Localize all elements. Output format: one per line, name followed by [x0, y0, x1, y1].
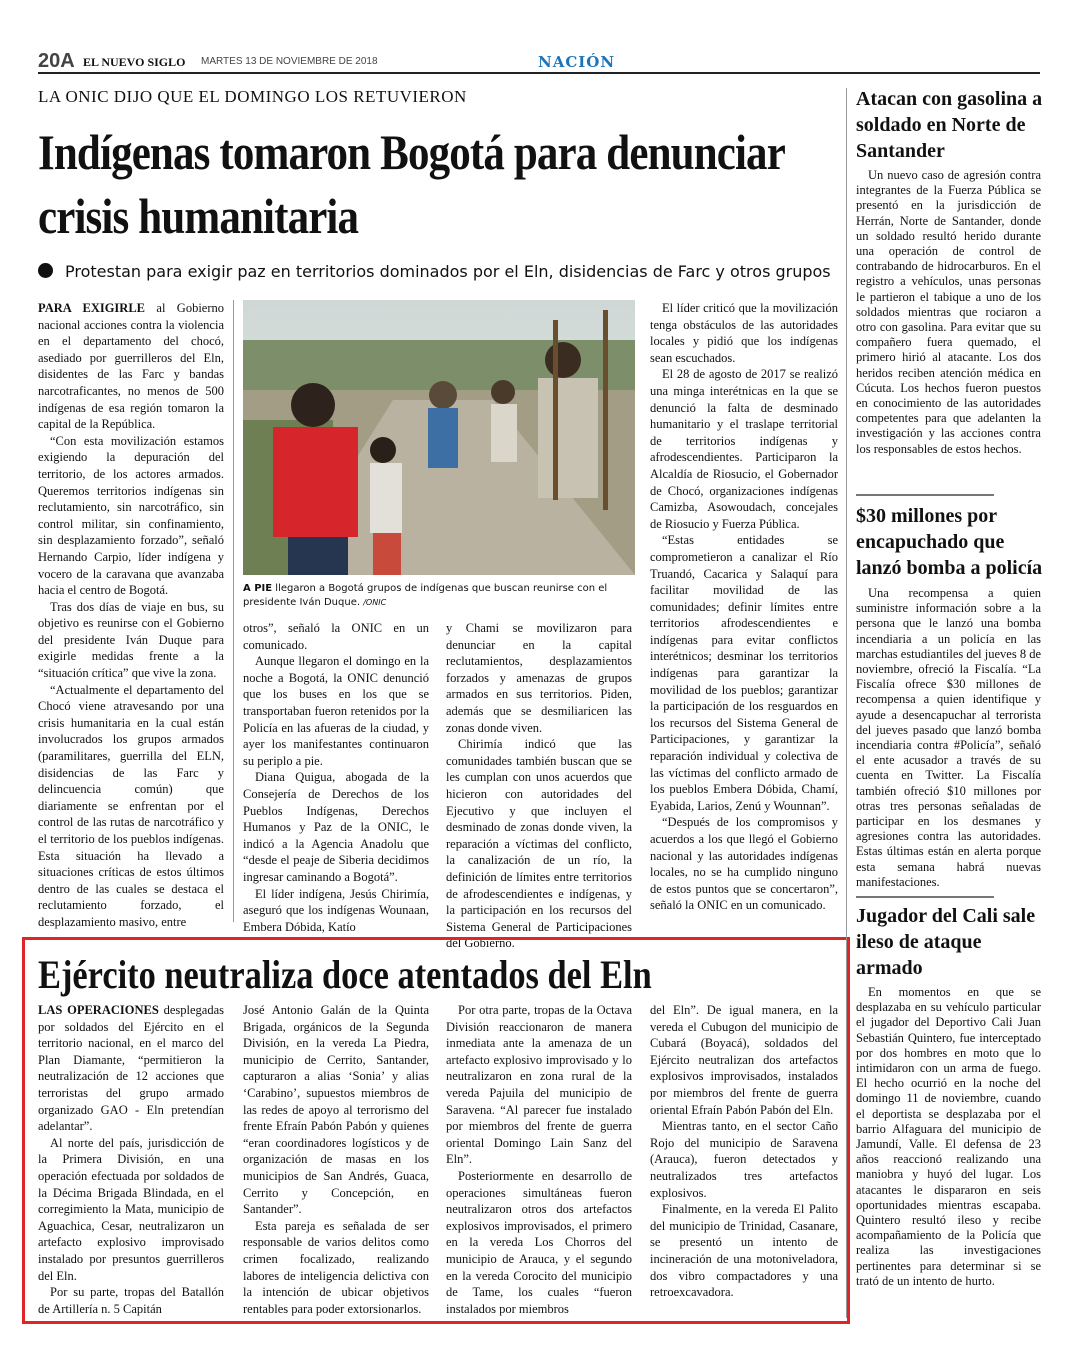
caption-text: llegaron a Bogotá grupos de indígenas que buscan reunirse con el presidente Iván Duque.: [243, 583, 608, 608]
sidebar-headline-1[interactable]: Atacan con gasolina a soldado en Norte de Santander: [856, 88, 1043, 162]
lead-in: PARA EXIGIRLE: [38, 301, 145, 315]
sidebar-headline-2[interactable]: $30 millones por encapuchado que lanzó bomba a policía: [856, 505, 1043, 579]
main-headline[interactable]: Indígenas tomaron Bogotá para denunciar crisis humanitaria: [38, 124, 785, 244]
page-header: [38, 50, 1040, 74]
paragraph: Aunque llegaron el domingo en la noche a Bogotá, la ONIC denunció que los buses en los que se transportaban fueron retenidos por la Policía en las afueras de la ciudad, y ayer los manifestantes continuaron su periplo a pie.: [243, 654, 429, 768]
paragraph: desplegadas por soldados del Ejército en el territorio nacional, en el marco del Plan Diamante, “permitieron la neutralización de 12 acciones que terroristas del grupo armado organizado GAO - Eln pretendían adelantar”.: [38, 1003, 224, 1134]
story2-col-1: [38, 1002, 224, 1317]
paragraph: Un nuevo caso de agresión contra integrantes de la Fuerza Pública se presentó en la jurisdicción de Herrán, Norte de Santander, donde un soldado resultó herido durante una operación de control de contrabando de hidrocarburos. En el registro a vehículos, unas personas le partieron el tabique a uno de los soldados mientras que rociaron a otro con gasolina. Para evitar que su compañero fuera quemado, el primero hirió al atacante. Los dos heridos reciben atención médica en Cúcuta. Los hechos fueron puestos en conocimiento de las autoridades competentes para que adelanten la investigación y las acciones contra los responsables de estos hechos.: [856, 168, 1041, 456]
photo-caption: [243, 582, 635, 610]
caption-lead: A PIE: [243, 583, 273, 594]
story2-col-2: [243, 1002, 429, 1317]
section-name: NACIÓN: [538, 53, 616, 71]
paragraph: al Gobierno nacional acciones contra la violencia en el departamento del chocó, asediado por guerrilleros del Eln, disidentes de las Farc y bandas narcotraficantes, no menos de 500 indígenas de esa región tomaron la capital de la República.: [38, 301, 225, 432]
paragraph: “Actualmente el departamento del Chocó viene atravesando por una crisis humanitaria en la cual están involucrados los grupos armados (paramilitares, guerrilla del ELN, disidencias de las Farc y delincuencia común) que diariamente se enfrentan por el control de las rutas de narcotráfico y el territorio de los pueblos indígenas. Esta situación ha llevado a situaciones críticas de estos últimos dentro de las cuales se destaca el reclutamiento forzado, el desplazamiento masivo, entre: [38, 682, 224, 929]
story2-col-3: [446, 1002, 632, 1317]
main-col-1: [38, 300, 224, 931]
issue-date: MARTES 13 DE NOVIEMBRE DE 2018: [201, 56, 378, 67]
main-col-4: [650, 300, 838, 914]
paragraph: Mientras tanto, en el sector Caño Rojo del municipio de Saravena (Arauca), fueron detectados y neutralizados tres artefactos explosivos.: [650, 1119, 838, 1200]
paragraph: Por otra parte, tropas de la Octava División reaccionaron de manera inmediata ante la amenaza de un artefacto explosivo improvisado y lo neutralizaron en zona rural de la vereda Pajuila del municipio de Saravena. “Al parecer fue instalado por miembros del frente de guerra oriental Domingo Lain Sanz del Eln”.: [446, 1003, 632, 1167]
sidebar-story-1: [856, 168, 1041, 457]
paragraph: Tras dos días de viaje en bus, su objetivo es reunirse con el Gobierno del presidente Iván Duque para exigirle medidas frente a la “situación crítica” que vive la zona.: [38, 599, 224, 681]
paragraph: Chirimía indicó que las comunidades también buscan que se les cumplan con unos acuerdos que hicieron con autoridades del Ejecutivo y que incluyen el desminado de zonas donde viven, la reparación a víctimas del conflicto, la canalización de un río, la definición de límites entre territorios de afrodescendientes e indígenas, y la participación en los recursos del Sistema General de Participaciones del Gobierno.: [446, 737, 632, 951]
news-photo[interactable]: [243, 300, 635, 575]
subhead-text: Protestan para exigir paz en territorios dominados por el Eln, disidencias de Farc y otros grupos: [65, 262, 831, 281]
paragraph: Al norte del país, jurisdicción de la Primera División, en una operación efectuada por soldados de la Décima Brigada Blindada, en el corregimiento la Mata, municipio de Aguachica, Cesar, neutralizaron un artefacto explosivo improvisado instalado por presuntos guerrilleros del Eln.: [38, 1135, 224, 1283]
sidebar-story-2: [856, 586, 1041, 890]
sidebar-divider: [846, 88, 847, 1318]
sidebar-headline-3[interactable]: Jugador del Cali sale ileso de ataque armado: [856, 905, 1036, 979]
main-subhead: [38, 262, 838, 281]
main-kicker: LA ONIC DIJO QUE EL DOMINGO LOS RETUVIERON: [38, 87, 467, 106]
photo-credit: /ONIC: [363, 598, 387, 607]
paragraph: Diana Quigua, abogada de la Consejería de Derechos de los Pueblos Indígenas, Derechos Humanos y Paz de la ONIC, le indicó a la Agencia Anadolu que “desde el peaje de Siberia decidimos ingresar caminando a Bogotá”.: [243, 770, 429, 884]
sidebar-rule: [856, 494, 994, 496]
paragraph: Finalmente, en la vereda El Palito del municipio de Trinidad, Casanare, se presentó un intento de incineración de una motoniveladora, dos vibro compactadores y una retroexcavadora.: [650, 1202, 838, 1300]
story2-headline[interactable]: Ejército neutraliza doce atentados del Eln: [38, 952, 652, 997]
paragraph: José Antonio Galán de la Quinta Brigada, orgánicos de la Segunda División, en la vereda La Piedra, municipio de Cerrito, Santander, capturaron a alias ‘Sonia’ y alias ‘Carabino’, supuestos miembros de las redes de apoyo al terrorismo del frente Efraín Pabón Pabón y quienes “eran coordinadores logísticos y de organización de masas en los municipios de San Andrés, Guaca, Cerrito y Concepción, en Santander”.: [243, 1003, 429, 1217]
newspaper-name: EL NUEVO SIGLO: [83, 55, 186, 69]
paragraph: Posteriormente en desarrollo de operaciones simultáneas fueron neutralizaron otros dos artefactos explosivos improvisados, el primero en la vereda Los Chorros del municipio de Arauca, y el segundo en la vereda Corocito del municipio de Tame, los cuales “fueron instalados por miembros: [446, 1168, 632, 1316]
protest-march-image: [243, 300, 635, 575]
main-col-3: [446, 620, 632, 952]
paragraph: “Con esta movilización estamos exigiendo la depuración del territorio, de los actores armados. Queremos territorios indígenas sin reclutamiento, sin narcotráfico, sin control militar, sin confinamiento, sin desplazamiento forzado”, señaló Hernando Carpio, líder indígena y vocero de la caravana que avanzaba hacia el centro de Bogotá.: [38, 433, 224, 598]
sidebar-story-3: [856, 985, 1041, 1289]
lead-in: LAS OPERACIONES: [38, 1003, 159, 1017]
paragraph: y Chami se movilizaron para denunciar en la capital reclutamientos, desplazamientos forzados y amenazas de grupos armados en sus territorios. Piden, además que se desmiliaricen las zonas donde viven.: [446, 621, 632, 735]
paragraph: El líder criticó que la movilización tenga obstáculos de las autoridades locales y pidió que los indígenas sean escuchados.: [650, 301, 838, 365]
paragraph: otros”, señaló la ONIC en un comunicado.: [243, 621, 429, 652]
sidebar-rule: [856, 896, 994, 898]
paragraph: Una recompensa a quien suministre información sobre a la persona que le lanzó una bomba incendiaria a un policía en las marchas estudiantiles del jueves 8 de noviembre, ofreció la Fiscalía. “La Fiscalía ofrece $30 millones de recompensa a quien identifique y ayude a desencapuchar al terrorista del jueves pasado que lanzó bomba incendiaria contra #Policía”, señaló el ente acusador a través de su cuenta en Twitter. La Fiscalía también ofreció $10 millones por otras tres personas señaladas de participar en los desmanes y agresiones contra las autoridades. Estas últimas están en alerta porque esta semana habrá nuevas manifestaciones.: [856, 586, 1042, 889]
paragraph: El líder indígena, Jesús Chirimía, aseguró que los indígenas Wounaan, Embera Dóbida, Katío: [243, 886, 429, 934]
main-col-2: [243, 620, 429, 935]
column-divider: [233, 300, 234, 922]
paragraph: Por su parte, tropas del Batallón de Artillería n. 5 Capitán: [38, 1285, 224, 1316]
paragraph: “Después de los compromisos y acuerdos a los que llegó el Gobierno nacional y las autoridades indígenas locales, no se ha cumplido ninguno de estos puntos que se concertaron”, señaló la ONIC en un comunicado.: [650, 815, 838, 913]
paragraph: El 28 de agosto de 2017 se realizó una minga interétnicas en la que se denunció la falta de desminado humanitario y el traslape territorial de territorios indígenas y afrodescendientes. Participaron la Alcaldía de Riosucio, el Gobernador de Chocó, organizaciones indígenas Camizba, Asowoudach, concejales de Riosucio y Fuerza Pública.: [650, 367, 838, 531]
bullet-icon: [38, 263, 53, 278]
page-number: 20A: [38, 50, 75, 72]
paragraph: Esta pareja es señalada de ser responsable de varios delitos como crimen focalizado, realizando labores de inteligencia delictiva con la intención de ubicar objetivos rentables para poder extorsionarlos.: [243, 1218, 429, 1316]
paragraph: del Eln”. De igual manera, en la vereda el Cubugon del municipio de Cubará (Boyacá), soldados del Ejército neutralizan dos artefactos explosivos improvisados, instalados por miembros del frente de guerra oriental Efraín Pabón Pabón del Eln.: [650, 1003, 838, 1117]
paragraph: “Estas entidades se comprometieron a canalizar el Río Truandó, Cacarica y Salaquí para facilitar movilidad de las comunidades; definir límites entre territorios afrodescendientes e indígenas para evitar conflictos interétnicos; desminar los territorios indígenas para garantizar la movilidad de los pueblos; garantizar la participación de los resguardos en los recursos del Sistema General de Participaciones, y garantizar la reparación individual y colectiva de las víctimas del conflicto armado de los pueblos Embera Dóbida, Chamí, Eyabida, Larios, Zenú y Wounnan”.: [650, 533, 838, 813]
paragraph: En momentos en que se desplazaba en su vehículo particular el jugador del Deportivo Cali Juan Sebastián Quintero, fue interceptado por dos hombres en moto que lo intimidaron con un arma de fuego. El hecho ocurrió en la noche del domingo 11 de noviembre, cuando el deportista se desplazaba por el barrio Alfaguara del municipio de Jamundí, Valle. El defensa de 23 años reaccionó realizando una maniobra y huyó del lugar. Los atacantes le dispararon en seis oportunidades mientras escapaba. Quintero resultó ileso y recibe acompañamiento de la Policía que realiza las investigaciones pertinentes para determinar si se trató de un intento de hurto.: [856, 985, 1041, 1288]
story2-col-4: [650, 1002, 838, 1301]
